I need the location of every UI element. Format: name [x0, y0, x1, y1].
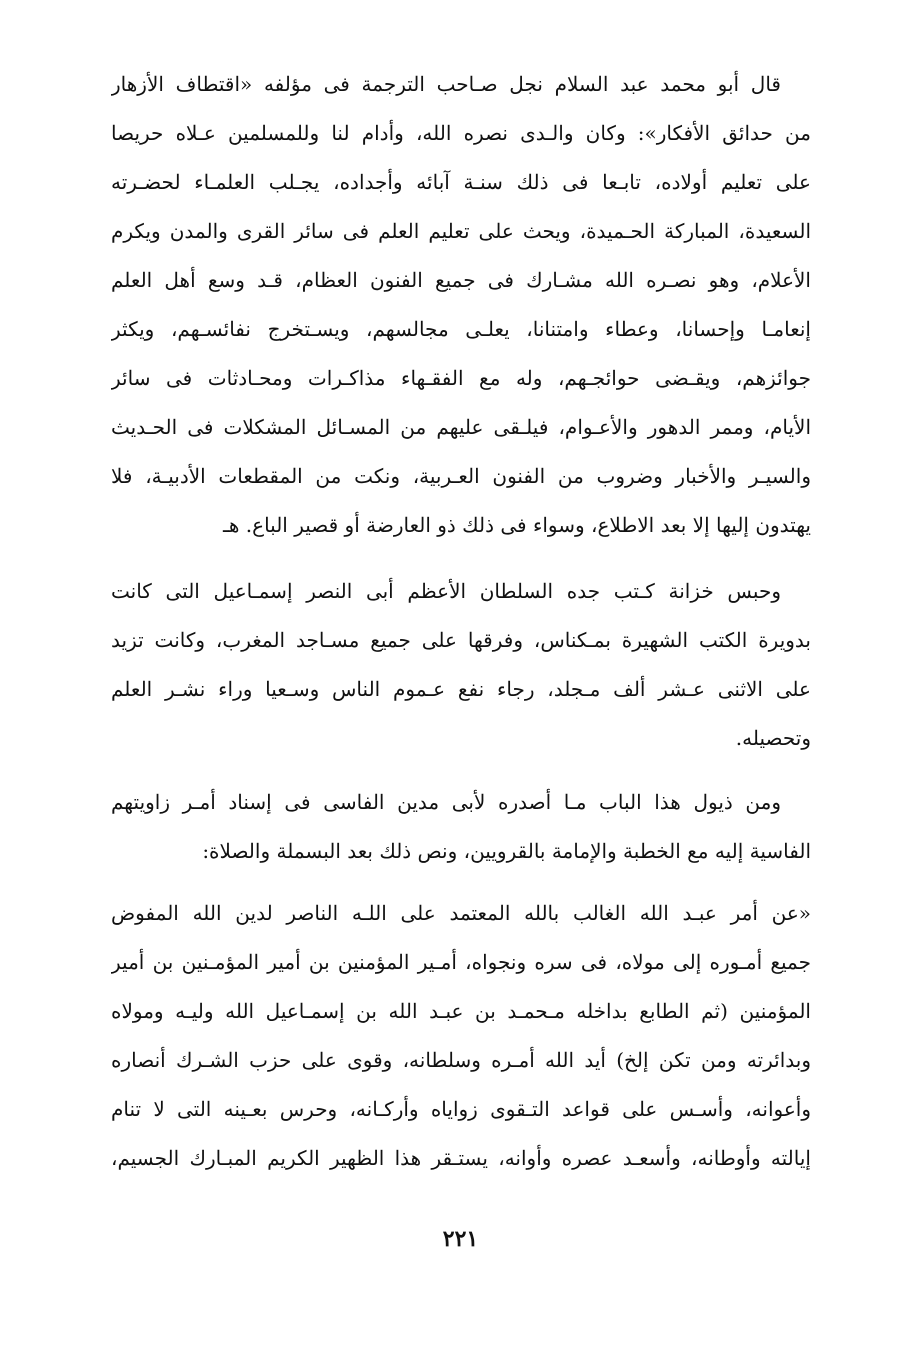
text-line: الأيام، وممر الدهور والأعـوام، فيلـقى عليهم من المسـائل المشكلات فى الحـديث	[111, 415, 811, 439]
page-number: ٢٢١	[442, 1226, 479, 1252]
text-line: يهتدون إليها إلا بعد الاطلاع، وسواء فى ذلك ذو العارضة أو قصير الباع. هـ	[223, 513, 811, 537]
text-line: وبدائرته ومن تكن إلخ) أيد الله أمـره وسلطانه، وقوى على حزب الشـرك أنصاره	[111, 1048, 811, 1072]
text-line: والسيـر والأخبار وضروب من الفنون العـربية، ونكت من المقطعات الأدبيـة، فلا	[111, 464, 811, 488]
text-line: وتحصيله.	[735, 726, 811, 750]
paragraph-2	[111, 567, 811, 763]
text-line: وحبس خزانة كـتب جده السلطان الأعظم أبى النصر إسمـاعيل التى كانت	[111, 579, 781, 603]
text-line: المؤمنين (ثم الطابع بداخله مـحمـد بن عبـد الله بن إسمـاعيل الله وليـه ومولاه	[111, 999, 811, 1023]
text-line: ومن ذيول هذا الباب مـا أصدره لأبى مدين الفاسى فى إسناد أمـر زاويتهم	[111, 790, 781, 814]
text-line: على تعليم أولاده، تابـعا فى ذلك سنـة آبائه وأجداده، يجـلب العلمـاء لحضـرته	[111, 170, 811, 194]
paragraph-4	[111, 889, 811, 1183]
text-line: الأعلام، وهو نصـره الله مشـارك فى جميع الفنون العظام، قـد وسع أهل العلم	[111, 268, 811, 292]
text-line: السعيدة، المباركة الحـميدة، ويحث على تعليم العلم فى سائر القرى والمدن ويكرم	[111, 219, 811, 243]
text-line: وأعوانه، وأسـس على قواعد التـقوى زواياه وأركـانه، وحرس بعـينه التى لا تنام	[111, 1097, 811, 1121]
text-line: من حدائق الأفكار»: وكان والـدى نصره الله، وأدام لنا وللمسلمين عـلاه حريصا	[111, 121, 811, 145]
text-line: إنعامـا وإحسانا، وعطاء وامتنانا، يعلـى مجالسهم، ويسـتخرج نفائسـهم، ويكثر	[111, 317, 811, 341]
text-line: قال أبو محمد عبد السلام نجل صـاحب الترجمة فى مؤلفه «اقتطاف الأزهار	[111, 72, 781, 96]
paragraph-3	[111, 778, 811, 876]
text-line: «عن أمر عبـد الله الغالب بالله المعتمد على اللـه الناصر لدين الله المفوض	[111, 901, 811, 925]
text-line: الفاسية إليه مع الخطبة والإمامة بالقرويين، ونص ذلك بعد البسملة والصلاة:	[202, 839, 811, 863]
text-line: على الاثنى عـشر ألف مـجلد، رجاء نفع عـموم الناس وسـعيا وراء نشـر العلم	[111, 677, 811, 701]
text-line: جميع أمـوره إلى مولاه، فى سره ونجواه، أمـير المؤمنين بن أمير المؤمـنين بن أمير	[111, 950, 811, 974]
text-line: إيالته وأوطانه، وأسعـد عصره وأوانه، يستـقر هذا الظهير الكريم المبـارك الجسيم،	[111, 1146, 811, 1170]
text-line: جوائزهم، ويقـضى حوائجـهم، وله مع الفقـهاء مذاكـرات ومحـادثات فى سائر	[111, 366, 811, 390]
paragraph-1	[111, 60, 811, 550]
text-line: بدويرة الكتب الشهيرة بمـكناس، وفرقها على جميع مسـاجد المغرب، وكانت تزيد	[111, 628, 811, 652]
